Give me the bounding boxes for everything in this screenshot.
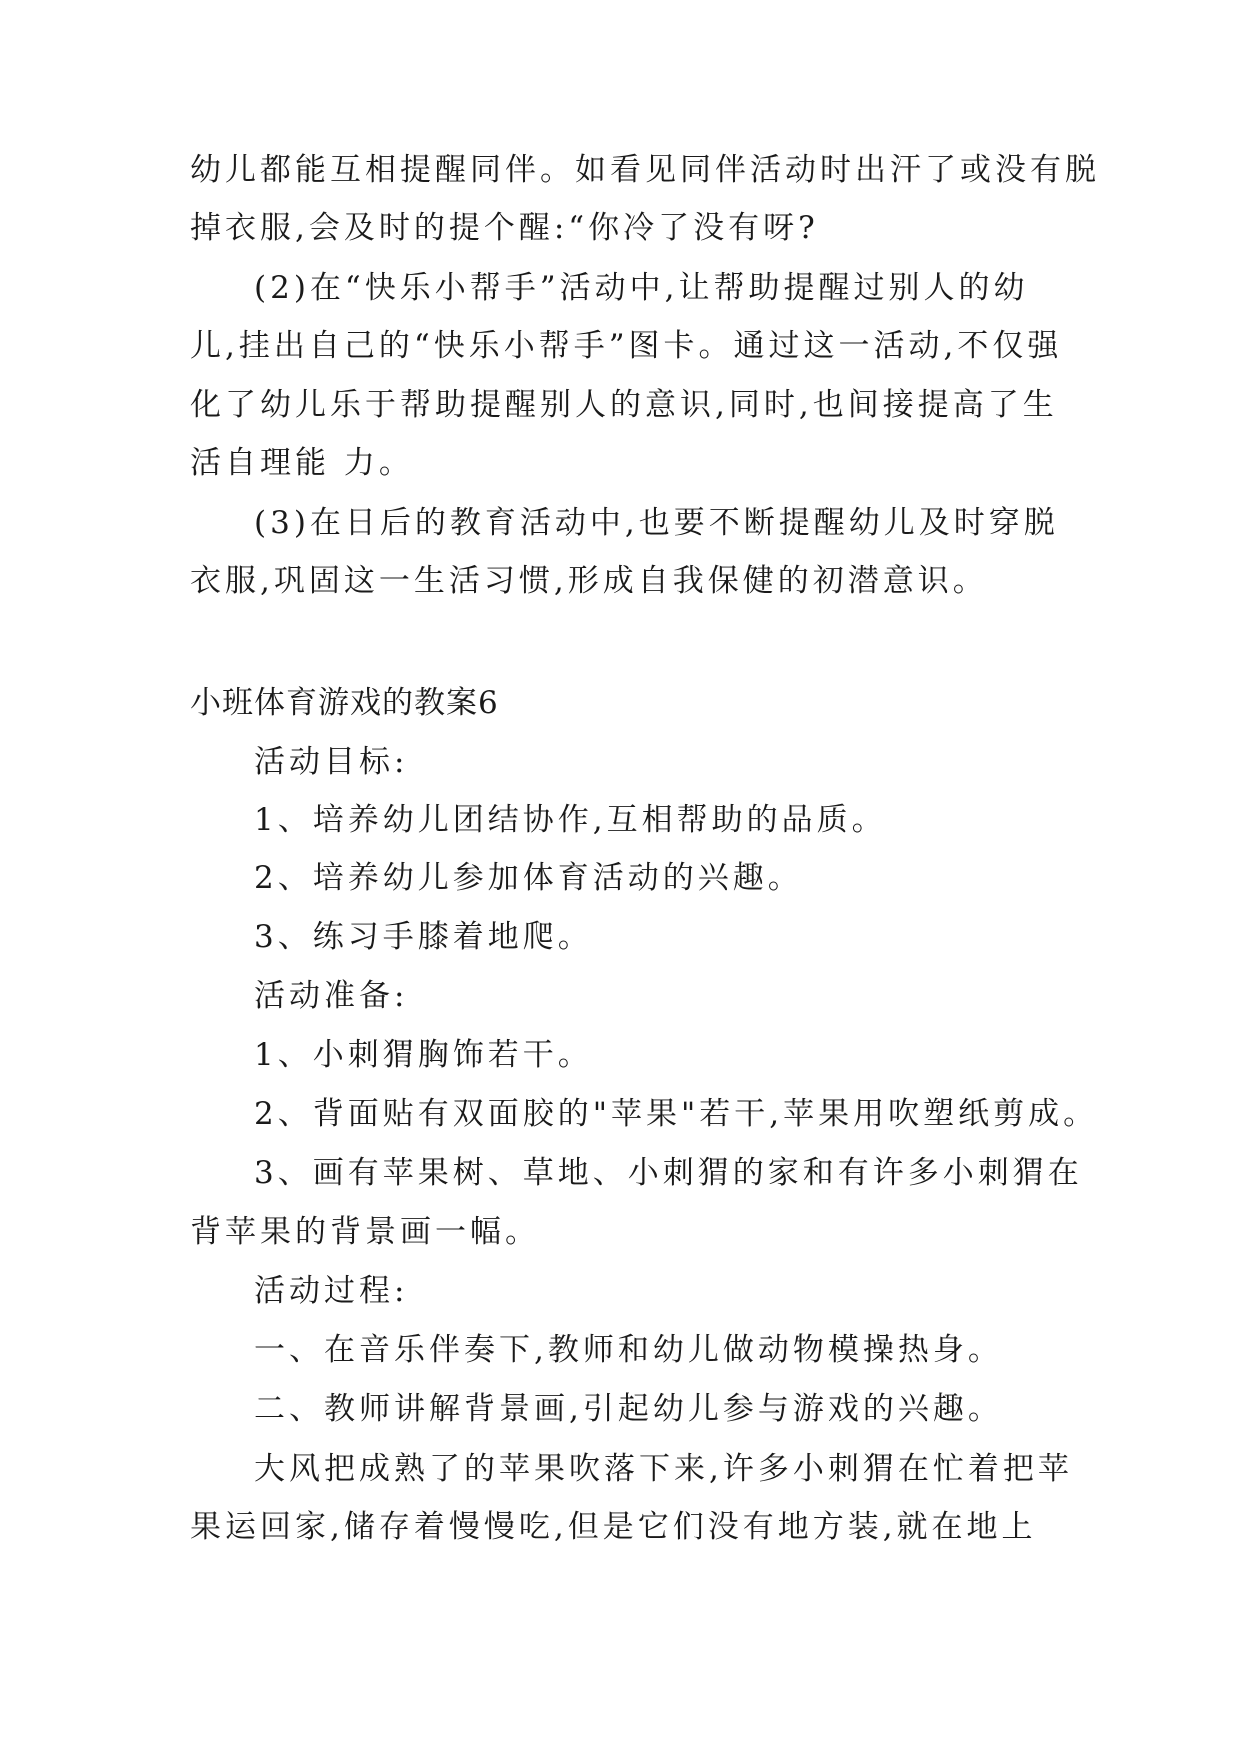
section-line: 2、培养幼儿参加体育活动的兴趣。 (254, 860, 803, 896)
section-line: 背苹果的背景画一幅。 (190, 1214, 540, 1250)
section-line: 1、培养幼儿团结协作,互相帮助的品质。 (254, 802, 887, 838)
section-line: 一、在音乐伴奏下,教师和幼儿做动物模操热身。 (254, 1332, 1003, 1368)
section-line: 1、小刺猬胸饰若干。 (254, 1037, 593, 1073)
paragraph-line: 幼儿都能互相提醒同伴。如看见同伴活动时出汗了或没有脱 (190, 152, 1100, 188)
section-line: 二、教师讲解背景画,引起幼儿参与游戏的兴趣。 (254, 1391, 1003, 1427)
section-line: 活动目标: (254, 744, 409, 780)
section-line: 活动过程: (254, 1273, 409, 1309)
paragraph-line: 衣服,巩固这一生活习惯,形成自我保健的初潜意识。 (190, 563, 988, 599)
paragraph-line: (3)在日后的教育活动中,也要不断提醒幼儿及时穿脱 (254, 505, 1059, 541)
section-line: 活动准备: (254, 978, 409, 1014)
section-line: 大风把成熟了的苹果吹落下来,许多小刺猬在忙着把苹 (254, 1451, 1073, 1487)
section-title: 小班体育游戏的教案6 (190, 685, 499, 721)
paragraph-line: (2)在“快乐小帮手”活动中,让帮助提醒过别人的幼 (254, 270, 1029, 306)
paragraph-line: 掉衣服,会及时的提个醒:“你冷了没有呀? (190, 210, 819, 246)
section-line: 3、画有苹果树、草地、小刺猬的家和有许多小刺猬在 (254, 1155, 1083, 1191)
section-line: 2、背面贴有双面胶的"苹果"若干,苹果用吹塑纸剪成。 (254, 1096, 1099, 1132)
paragraph-line: 儿,挂出自己的“快乐小帮手”图卡。通过这一活动,不仅强 (190, 328, 1063, 364)
section-line: 3、练习手膝着地爬。 (254, 919, 593, 955)
section-line: 果运回家,储存着慢慢吃,但是它们没有地方装,就在地上 (190, 1509, 1037, 1545)
paragraph-line: 活自理能 力。 (190, 445, 414, 481)
paragraph-line: 化了幼儿乐于帮助提醒别人的意识,同时,也间接提高了生 (190, 387, 1058, 423)
